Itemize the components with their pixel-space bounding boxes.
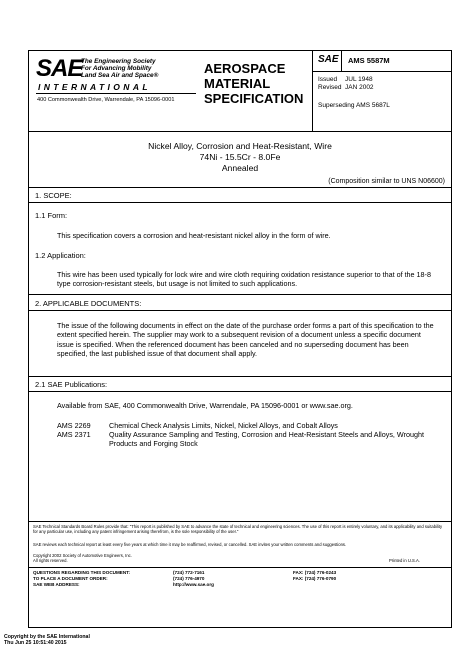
ref-ams-2269-desc: Chemical Check Analysis Limits, Nickel, Nickel Alloys, and Cobalt Alloys [109,421,338,430]
doc-number-row [313,51,452,72]
document-page: SAE The Engineering Society For Advancing Mobility Land Sea Air and Space® INTERNATIONAL 400 Commonwealth Drive, Warrendale, PA 15096-0001 AEROSPACE MATERIAL SPECIFICATION SAE AMS 5587M Issued JUL 1948 Revised JAN 2002 Superseding AMS 5687L Nickel Alloy, Corrosion and Heat-Resistant, Wire 74Ni - 15.5Cr - 8.0Fe Annealed (Composition similar to UNS N06600) 1. SCOPE: 1.1 Form: This specification covers a corrosion and heat-resistant nickel alloy in the form of wire. 1.2 Application: This wire has been used typically for lock wire and wire cloth requiring oxidation resistance superior to that of the 18-8 type corrosion-resistant steels, but usage is not limited to such applications. 2. APPLICABLE DOCUMENTS: The issue of the following documents in effect on the date of the purchase order forms a part of this specification to the extent specified herein. The supplier may work to a subsequent revision of a document unless a specific document issue is specified. When the referenced document has been canceled and no superseding document has been specified, the last published issue of that document shall apply. 2.1 SAE Publications: Available from SAE, 400 Commonwealth Drive, Warrendale, PA 15096-0001 or www.sae.org. AMS 2269 Chemical Check Analysis Limits, Nickel, Nickel Alloys, and Cobalt Alloys AMS 2371 Quality Assurance Sampling and Testing, Corrosion and Heat-Resistant Steels and Alloys, Wrought Products and Forging Stock SAE Technical Standards Board Rules provide that: "This report is published by SAE to advance the state of technical and engineering sciences. The use of this report is entirely voluntary, and its applicability and suitability for any particular use, including any patent infringement arising therefrom, is the sole responsibility of the user." SAE reviews each technical report at least every five years at which time it may be reaffirmed, revised, or cancelled. SAE invites your written comments and suggestions. Copyright 2002 Society of Automotive Engineers, Inc. All rights reserved. Printed in U.S.A. QUESTIONS REGARDING THIS DOCUMENT: (724) 772-7161 FAX: (724) 776-0243 TO PLACE A DOCUMENT ORDER: (724) 776-4970 FAX: (724) 776-0790 SAE WEB ADDRESS: http://www.sae.org [28,50,452,628]
section-2-1-text: Available from SAE, 400 Commonwealth Drive, Warrendale, PA 15096-0001 or www.sae.org. [57,401,353,410]
section-1-divider [29,202,451,203]
footer-divider [29,521,451,522]
section-2-1-divider-top [29,376,451,377]
ref-ams-2371-code: AMS 2371 [57,430,91,439]
sae-tagline: The Engineering Society For Advancing Mobility Land Sea Air and Space® [81,58,159,79]
sae-address: 400 Commonwealth Drive, Warrendale, PA 15096-0001 [37,97,175,103]
superseding-row: Superseding AMS 5687L [318,102,390,109]
footer-printed: Printed in U.S.A. [389,558,420,563]
footer-review: SAE reviews each technical report at least every five years at which time it may be reaffirmed, revised, or cancelled. SAE invites your written comments and suggestions. [33,542,347,547]
section-2-1-heading: 2.1 SAE Publications: [35,380,108,389]
document-info-box [312,51,452,131]
issued-row: Issued JUL 1948 [318,76,373,83]
title-line-1: Nickel Alloy, Corrosion and Heat-Resistant, Wire [148,141,332,151]
title-line-3: Annealed [221,163,259,173]
section-1-2-text: This wire has been used typically for lock wire and wire cloth requiring oxidation resistance superior to that of the 18-8 type corrosion-resistant steels, but usage is not limited to such applications. [57,270,431,289]
document-title [29,141,451,174]
title-line-2: 74Ni - 15.5Cr - 8.0Fe [199,152,281,162]
contact-divider [29,567,451,568]
header [29,51,451,132]
revised-row: Revised JAN 2002 [318,84,374,91]
sae-web-link[interactable]: http://www.sae.org [173,582,214,587]
section-2-divider-top [29,294,451,295]
copyright-stamp: Copyright by the SAE International Thu Jun 25 10:51:40 2015 [4,634,90,646]
document-type-title: AEROSPACE MATERIAL SPECIFICATION [204,61,304,106]
section-2-text: The issue of the following documents in effect on the date of the purchase order forms a part of this specification to the extent specified herein. The supplier may work to a subsequent revision of a document unless a specific document issue is specified. When the referenced document has been canceled and no superseding document has been specified, the last published issue of that document shall apply. [57,321,434,359]
international-label: INTERNATIONAL [38,82,151,92]
section-1-1-text: This specification covers a corrosion and heat-resistant nickel alloy in the form of wire. [57,231,331,240]
section-1-2-heading: 1.2 Application: [35,251,86,260]
section-1-heading: 1. SCOPE: [35,191,72,200]
title-divider [29,187,451,188]
footer-rights: All rights reserved. [33,558,68,563]
composition-note: (Composition similar to UNS N06600) [328,178,445,185]
doc-number: AMS 5587M [348,56,390,65]
footer-copyright: Copyright 2002 Society of Automotive Engineers, Inc. [33,553,132,558]
section-1-1-heading: 1.1 Form: [35,211,68,220]
logo-divider [36,93,196,94]
section-2-divider [29,310,451,311]
section-2-heading: 2. APPLICABLE DOCUMENTS: [35,299,142,308]
sae-logo: SAE [36,55,83,82]
sae-logo-block [29,51,199,131]
ref-ams-2371-desc: Quality Assurance Sampling and Testing, Corrosion and Heat-Resistant Steels and Alloys, Wrought Products and Forging Stock [109,430,424,449]
ref-ams-2269-code: AMS 2269 [57,421,91,430]
footer-policy: SAE Technical Standards Board Rules provide that: "This report is published by SAE to advance the state of technical and engineering sciences. The use of this report is entirely voluntary, and its applicability and suitability for any particular use, including any patent infringement arising therefrom, is the sole responsibility of the user." [33,524,443,535]
sae-mark: SAE [318,54,339,65]
section-2-1-divider [29,391,451,392]
